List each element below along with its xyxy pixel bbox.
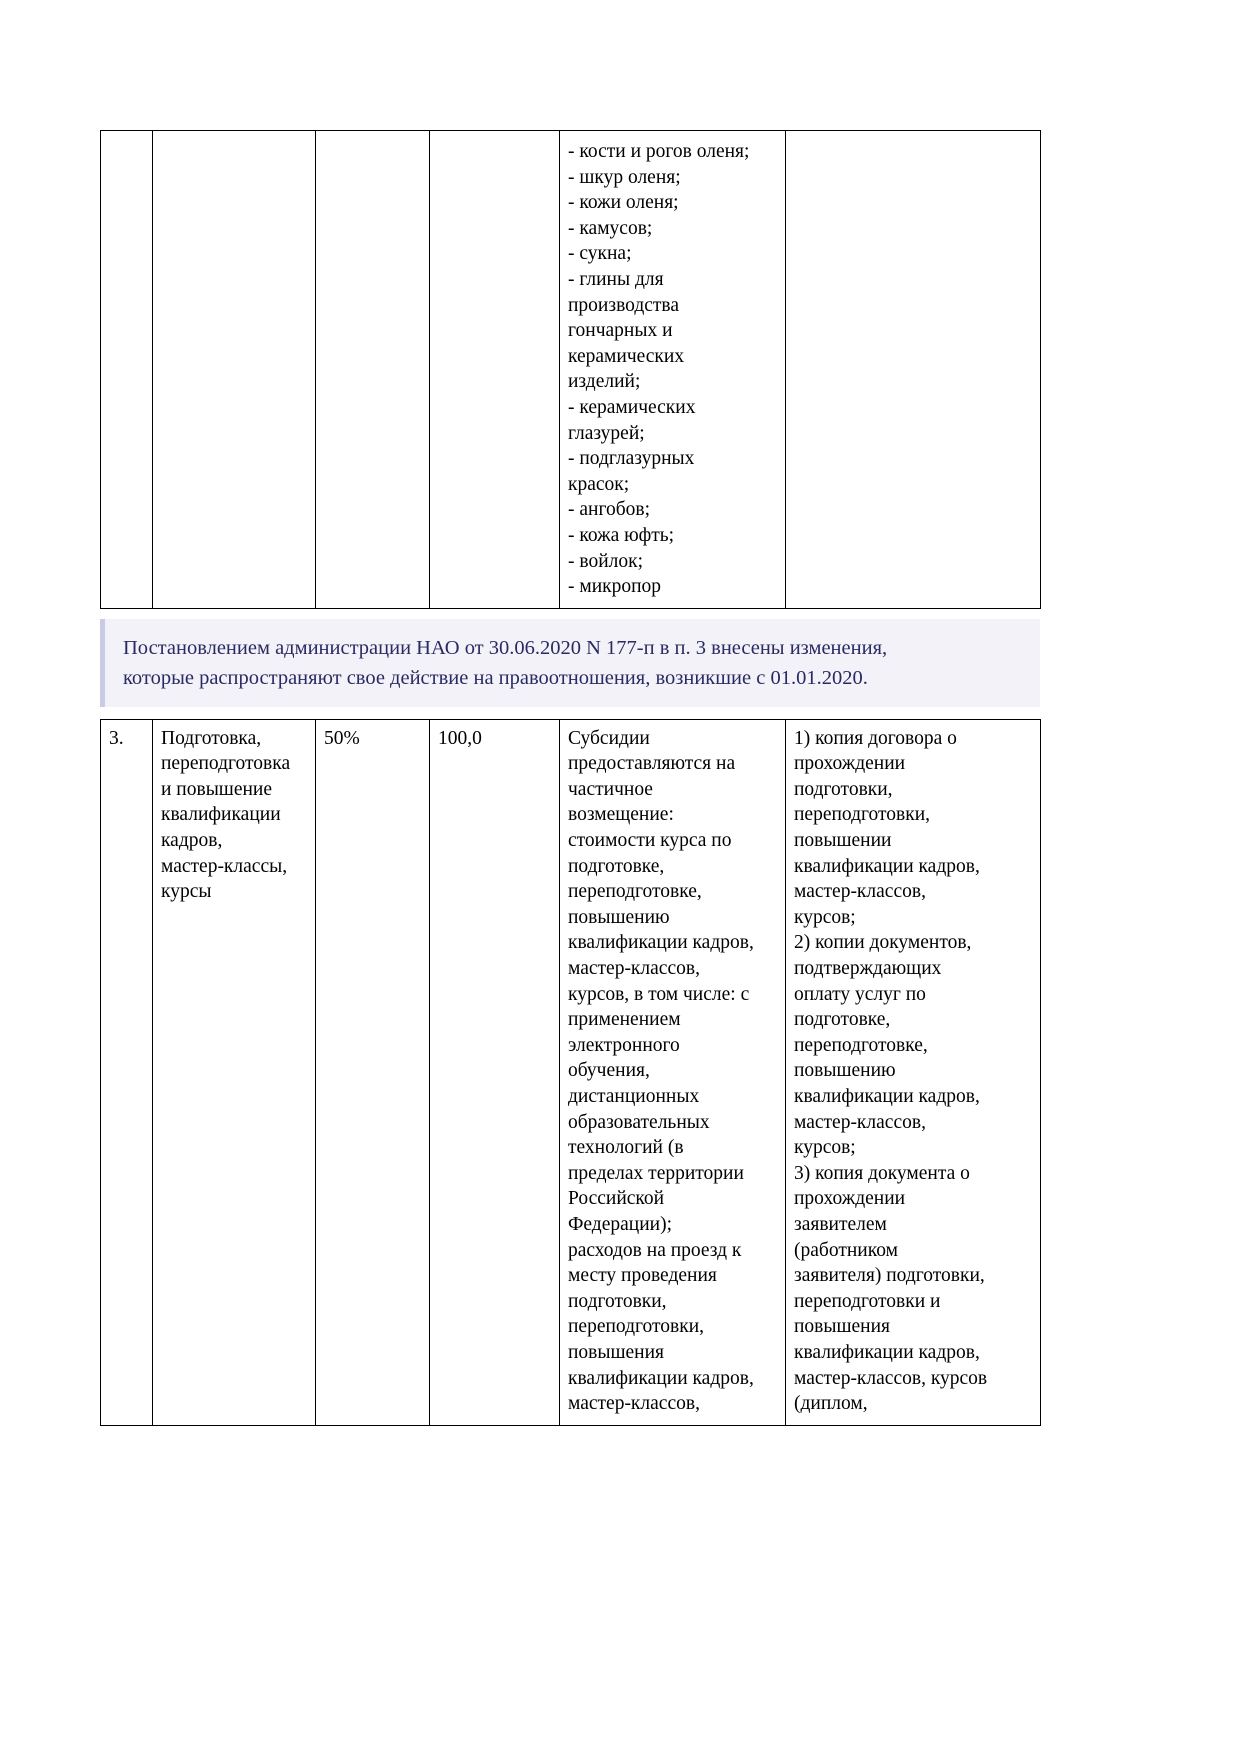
text-line: мастер-классы, <box>161 855 288 877</box>
cell-name <box>153 131 316 609</box>
text-line: мастер-классов, <box>794 881 926 903</box>
list-item: - кости и рогов оленя; <box>568 141 750 162</box>
text-line: прохождении <box>794 753 906 775</box>
text-line: Российской <box>568 1188 665 1210</box>
text-line: 3) копия документа о <box>794 1162 970 1184</box>
text-line: обучения, <box>568 1060 650 1082</box>
text-line: Субсидии <box>568 727 650 749</box>
text-line: переподготовки, <box>568 1316 705 1338</box>
text-line: квалификации кадров, <box>568 932 754 954</box>
cell-percent <box>316 131 430 609</box>
cell-activity-name <box>153 719 316 1425</box>
list-item: - глины для <box>568 268 664 290</box>
table-row <box>101 719 1041 1425</box>
list-item: керамических <box>568 345 685 367</box>
amendment-note-line-2: которые распространяют свое действие на правоотношения, возникшие с 01.01.2020. <box>123 666 868 689</box>
cell-subsidy-amount: 100,0 <box>430 719 560 1425</box>
subsidy-table-row-3 <box>100 719 1041 1426</box>
cell-materials-list <box>560 131 786 609</box>
note-top-spacer <box>100 609 1040 619</box>
text-line: квалификации кадров, <box>794 855 980 877</box>
text-line: дистанционных <box>568 1086 700 1107</box>
text-line: подтверждающих <box>794 958 942 980</box>
text-line: подготовки, <box>568 1290 667 1312</box>
table-row <box>101 131 1041 609</box>
text-line: переподготовка <box>161 753 291 775</box>
text-line: кадров, <box>161 830 223 852</box>
list-item: - кожа юфть; <box>568 524 675 546</box>
text-line: мастер-классов, курсов <box>794 1367 988 1389</box>
text-line: электронного <box>568 1034 680 1056</box>
continued-materials-table <box>100 130 1041 609</box>
list-item: - подглазурных <box>568 448 695 470</box>
text-line: повышению <box>794 1060 896 1082</box>
text-line: курсов, в том числе: с <box>568 983 750 1005</box>
cell-row-number: 3. <box>101 719 153 1425</box>
text-line: заявителя) подготовки, <box>794 1265 985 1287</box>
text-line: повышению <box>568 906 670 928</box>
amendment-note <box>100 619 1040 707</box>
text-line: квалификации кадров, <box>794 1341 980 1363</box>
text-line: технологий (в <box>568 1137 684 1159</box>
cell-subsidy-conditions <box>560 719 786 1425</box>
text-line: частичное <box>568 778 653 800</box>
cell-documents <box>786 131 1041 609</box>
list-item: - керамических <box>568 396 696 418</box>
text-line: 2) копии документов, <box>794 932 972 954</box>
list-item: гончарных и <box>568 320 673 342</box>
text-line: оплату услуг по <box>794 983 926 1005</box>
text-line: предоставляются на <box>568 753 736 775</box>
text-line: и повышение <box>161 778 273 800</box>
page-content <box>100 130 1040 1426</box>
list-item: изделий; <box>568 371 641 393</box>
note-bottom-spacer <box>100 707 1040 719</box>
text-line: (работником <box>794 1239 898 1261</box>
list-item: - камусов; <box>568 217 653 239</box>
text-line: пределах территории <box>568 1162 744 1184</box>
text-line: курсов; <box>794 1137 856 1159</box>
list-item: глазурей; <box>568 422 645 444</box>
cell-number <box>101 131 153 609</box>
text-line: (диплом, <box>794 1393 868 1415</box>
text-line: образовательных <box>568 1111 710 1133</box>
text-line: квалификации кадров, <box>568 1367 754 1389</box>
list-item: - ангобов; <box>568 499 651 521</box>
text-line: применением <box>568 1009 681 1031</box>
text-line: возмещение: <box>568 804 674 826</box>
documents-lines <box>794 726 1032 1417</box>
text-line: переподготовке, <box>568 881 702 903</box>
text-line: расходов на проезд к <box>568 1239 742 1261</box>
text-line: заявителем <box>794 1213 887 1235</box>
text-line: повышении <box>794 830 892 852</box>
list-item: красок; <box>568 473 630 495</box>
list-item: - шкур оленя; <box>568 166 681 188</box>
activity-name-lines <box>161 726 307 905</box>
text-line: переподготовки и <box>794 1290 941 1312</box>
text-line: прохождении <box>794 1188 906 1210</box>
cell-amount <box>430 131 560 609</box>
text-line: мастер-классов, <box>568 958 700 980</box>
text-line: Федерации); <box>568 1213 673 1235</box>
conditions-lines <box>568 726 777 1417</box>
list-item: производства <box>568 294 680 316</box>
list-item: - войлок; <box>568 550 644 572</box>
text-line: переподготовки, <box>794 804 931 826</box>
text-line: подготовки, <box>794 778 893 800</box>
text-line: мастер-классов, <box>568 1393 700 1415</box>
text-line: мастер-классов, <box>794 1111 926 1133</box>
text-line: подготовке, <box>794 1009 891 1031</box>
text-line: переподготовке, <box>794 1034 928 1056</box>
text-line: подготовке, <box>568 855 665 877</box>
text-line: квалификации кадров, <box>794 1086 980 1107</box>
amendment-note-line-1: Постановлением администрации НАО от 30.06.2020 N 177-п в п. 3 внесены изменения, <box>123 636 888 659</box>
text-line: курсов; <box>794 906 856 928</box>
text-line: Подготовка, <box>161 727 262 749</box>
text-line: 1) копия договора о <box>794 727 957 749</box>
text-line: стоимости курса по <box>568 830 732 852</box>
text-line: повышения <box>794 1316 891 1338</box>
cell-required-documents <box>786 719 1041 1425</box>
text-line: квалификации <box>161 804 281 826</box>
list-item: - кожи оленя; <box>568 192 679 214</box>
materials-list <box>568 139 777 600</box>
text-line: повышения <box>568 1341 665 1363</box>
text-line: курсы <box>161 881 212 903</box>
list-item: - сукна; <box>568 243 632 265</box>
cell-subsidy-percent: 50% <box>316 719 430 1425</box>
list-item: - микропор <box>568 576 662 598</box>
text-line: месту проведения <box>568 1265 717 1287</box>
